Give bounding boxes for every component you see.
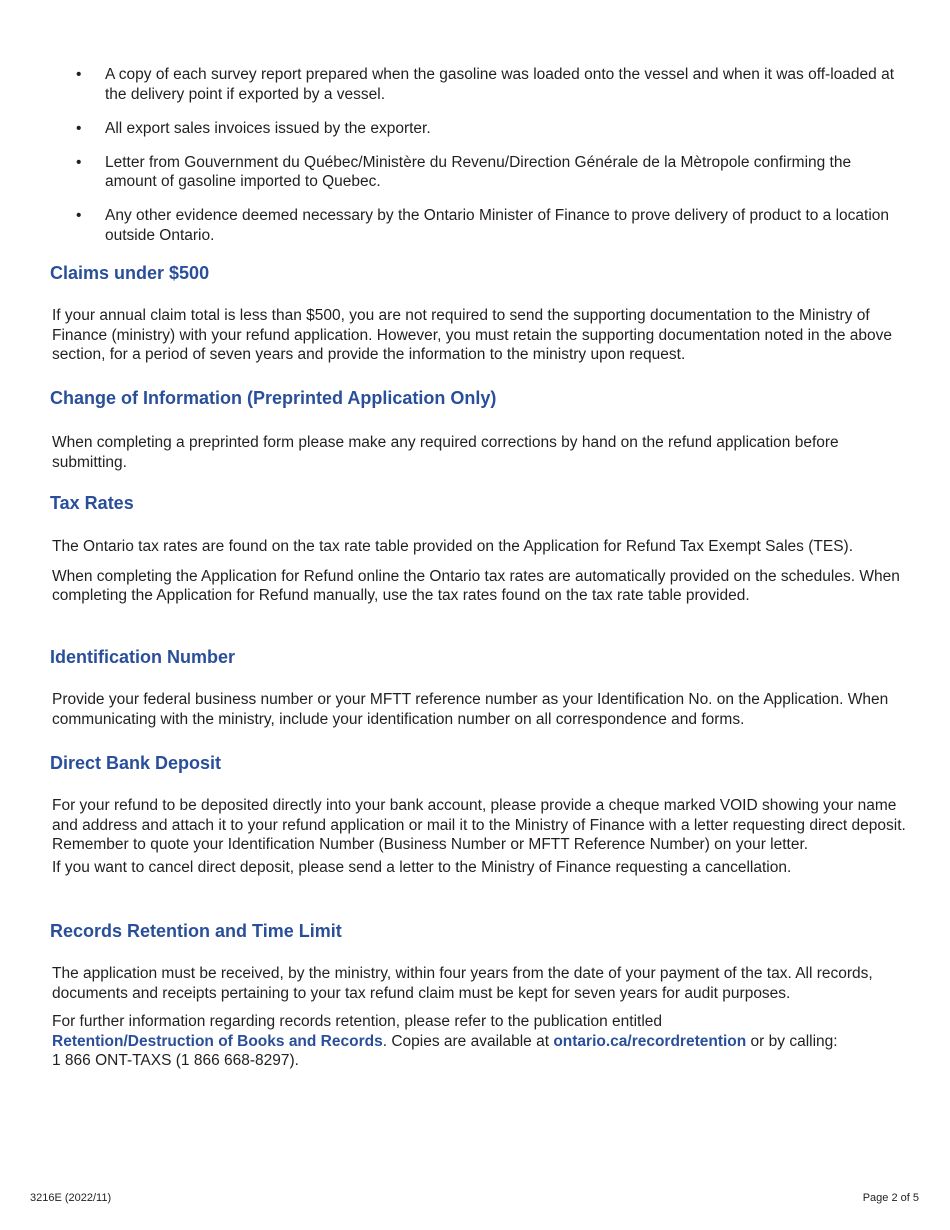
direct-deposit-heading: Direct Bank Deposit xyxy=(50,753,222,773)
change-info-heading: Change of Information (Preprinted Application Only) xyxy=(50,388,497,408)
bullet-icon: • xyxy=(76,153,82,171)
records-section xyxy=(50,920,908,1071)
tax-rates-heading: Tax Rates xyxy=(50,493,134,513)
claims-heading: Claims under $500 xyxy=(50,263,210,283)
bullet-icon: • xyxy=(76,119,82,137)
tax-rates-text-1: The Ontario tax rates are found on the tax rate table provided on the Application for Refund Tax Exempt Sales (TES). xyxy=(52,538,853,555)
tax-rates-text-2: When completing the Application for Refund online the Ontario tax rates are automatically provided on the schedules. When completing the Application for Refund manually, use the tax rates found on the tax rate table provided. xyxy=(52,567,900,604)
form-number: 3216E (2022/11) xyxy=(30,1192,112,1204)
bullet-icon: • xyxy=(76,207,82,224)
list-item: • All export sales invoices issued by the exporter. xyxy=(76,119,431,137)
phone-number: 1 866 ONT-TAXS (1 866 668-8297). xyxy=(52,1052,299,1069)
change-info-section xyxy=(50,387,908,472)
records-text-2: For further information regarding records retention, please refer to the publication entitled Retention/Destruction of Books and Records. Copies are available at ontario.ca/recordretention or by calling: 1 866 ONT-TAXS (1 866 668-8297). xyxy=(52,1013,838,1069)
publication-link[interactable]: Retention/Destruction of Books and Records xyxy=(52,1032,383,1050)
claims-section xyxy=(50,262,908,365)
evidence-bullet-list xyxy=(52,65,907,260)
direct-deposit-text-1: For your refund to be deposited directly into your bank account, please provide a cheque marked VOID showing your name and address and attach it to your refund application or mail it to the Ministry of Finance with a letter requesting direct deposit. Remember to quote your Identification Number (Business Number or MFTT Reference Number) on your letter. xyxy=(52,797,906,853)
record-retention-link[interactable]: ontario.ca/recordretention xyxy=(553,1032,747,1050)
list-item: • Any other evidence deemed necessary by the Ontario Minister of Finance to prove delivery of product to a location outside Ontario. xyxy=(76,207,890,244)
identification-heading: Identification Number xyxy=(50,647,236,667)
tax-rates-section xyxy=(50,492,908,606)
records-heading: Records Retention and Time Limit xyxy=(50,921,342,941)
list-item: • A copy of each survey report prepared when the gasoline was loaded onto the vessel and when it was off-loaded at the delivery point if exported by a vessel. xyxy=(76,66,894,103)
change-info-text: When completing a preprinted form please make any required corrections by hand on the refund application before submitting. xyxy=(52,434,839,471)
direct-deposit-section xyxy=(50,752,908,877)
identification-text: Provide your federal business number or your MFTT reference number as your Identification No. on the Application. When communicating with the ministry, include your identification number on all correspondence and forms. xyxy=(52,691,889,728)
list-item: • Letter from Gouvernment du Québec/Ministère du Revenu/Direction Générale de la Mètropole confirming the amount of gasoline imported to Quebec. xyxy=(76,153,852,190)
identification-section xyxy=(50,646,908,729)
page-number: Page 2 of 5 xyxy=(862,1192,919,1204)
direct-deposit-text-2: If you want to cancel direct deposit, please send a letter to the Ministry of Finance requesting a cancellation. xyxy=(52,858,792,876)
claims-text: If your annual claim total is less than $500, you are not required to send the supporting documentation to the Ministry of Finance (ministry) with your refund application. However, you must retain the supporting documentation noted in the above section, for a period of seven years and provide the information to the ministry upon request. xyxy=(52,307,893,363)
records-text-1: The application must be received, by the ministry, within four years from the date of your payment of the tax. All records, documents and receipts pertaining to your tax refund claim must be kept for seven years for audit purposes. xyxy=(52,965,873,1002)
bullet-icon: • xyxy=(76,66,82,83)
